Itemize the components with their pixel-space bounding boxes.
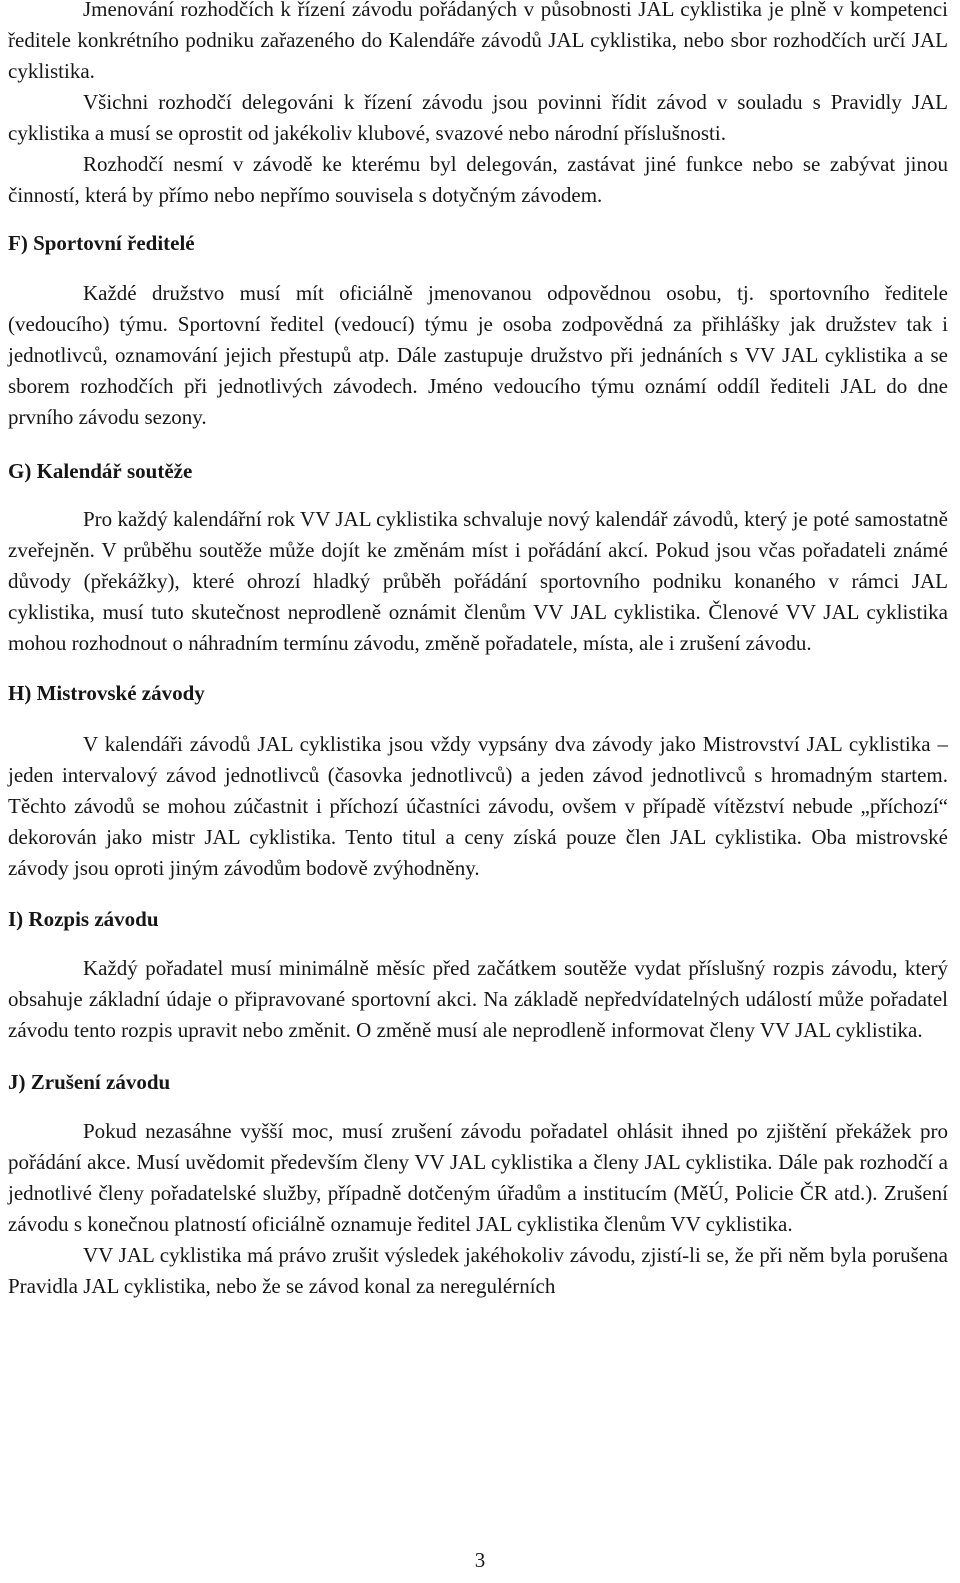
section-h-paragraph: V kalendáři závodů JAL cyklistika jsou vždy vypsány dva závody jako Mistrovství JAL cyklistika – jeden intervalový závod jednotlivců (časovka jednotlivců) a jeden závod jednotlivců s hromadným startem. Těchto závodů se mohou zúčastnit i příchozí účastníci závodu, ovšem v případě vítězství nebude „příchozí“ dekorován jako mistr JAL cyklistika. Tento titul a ceny získá pouze člen JAL cyklistika. Oba mistrovské závody jsou oproti jiným závodům bodově zvýhodněny. (8, 732, 948, 880)
document-page (8, 0, 948, 1302)
section-f-paragraph: Každé družstvo musí mít oficiálně jmenovanou odpovědnou osobu, tj. sportovního ředitele (vedoucího) týmu. Sportovní ředitel (vedoucí) týmu je osoba zodpovědná za přihlášky jak družstev tak i jednotlivců, oznamování jejich přestupů atp. Dále zastupuje družstvo při jednáních s VV JAL cyklistika a se sborem rozhodčích při jednotlivých závodech. Jméno vedoucího týmu oznámí oddíl řediteli JAL do dne prvního závodu sezony. (8, 281, 948, 429)
section-g-paragraph: Pro každý kalendářní rok VV JAL cyklistika schvaluje nový kalendář závodů, který je poté samostatně zveřejněn. V průběhu soutěže může dojít ke změnám míst i pořádání akcí. Pokud jsou včas pořadateli známé důvody (překážky), které ohrozí hladký průběh pořádání sportovního podniku konaného v rámci JAL cyklistika, musí tuto skutečnost neprodleně oznámit členům VV JAL cyklistika. Členové VV JAL cyklistika mohou rozhodnout o náhradním termínu závodu, změně pořadatele, místa, ale i zrušení závodu. (8, 507, 948, 655)
section-i-paragraph: Každý pořadatel musí minimálně měsíc před začátkem soutěže vydat příslušný rozpis závodu, který obsahuje základní údaje o připravované sportovní akci. Na základě nepředvídatelných událostí může pořadatel závodu tento rozpis upravit nebo změnit. O změně musí ale neprodleně informovat členy VV JAL cyklistika. (8, 956, 948, 1042)
section-j-paragraph-1: Pokud nezasáhne vyšší moc, musí zrušení závodu pořadatel ohlásit ihned po zjištění překážek pro pořádání akce. Musí uvědomit především členy VV JAL cyklistika a členy JAL cyklistika. Dále pak rozhodčí a jednotlivé členy pořadatelské služby, případně dotčeným úřadům a institucím (MěÚ, Policie ČR atd.). Zrušení závodu s konečnou platností oficiálně oznamuje ředitel JAL cyklistika členům VV cyklistika. (8, 1119, 948, 1236)
section-j-heading: J) Zrušení závodu (8, 1070, 171, 1094)
intro-paragraph-2: Všichni rozhodčí delegováni k řízení závodu jsou povinni řídit závod v souladu s Pravidly JAL cyklistika a musí se oprostit od jakékoliv klubové, svazové nebo národní příslušnosti. (8, 90, 948, 145)
section-i-heading: I) Rozpis závodu (8, 907, 159, 931)
section-j-paragraph-2: VV JAL cyklistika má právo zrušit výsledek jakéhokoliv závodu, zjistí-li se, že při něm byla porušena Pravidla JAL cyklistika, nebo že se závod konal za neregulérních (8, 1243, 948, 1298)
section-h-heading: H) Mistrovské závody (8, 681, 205, 705)
intro-paragraph-1: Jmenování rozhodčích k řízení závodu pořádaných v působnosti JAL cyklistika je plně v kompetenci ředitele konkrétního podniku zařazeného do Kalendáře závodů JAL cyklistika, nebo sbor rozhodčích určí JAL cyklistika. (8, 0, 948, 83)
intro-paragraph-3: Rozhodčí nesmí v závodě ke kterému byl delegován, zastávat jiné funkce nebo se zabývat jinou činností, která by přímo nebo nepřímo souvisela s dotyčným závodem. (8, 152, 948, 207)
page-number: 3 (474, 1548, 486, 1572)
section-f-heading: F) Sportovní ředitelé (8, 231, 195, 255)
section-g-heading: G) Kalendář soutěže (8, 459, 193, 483)
